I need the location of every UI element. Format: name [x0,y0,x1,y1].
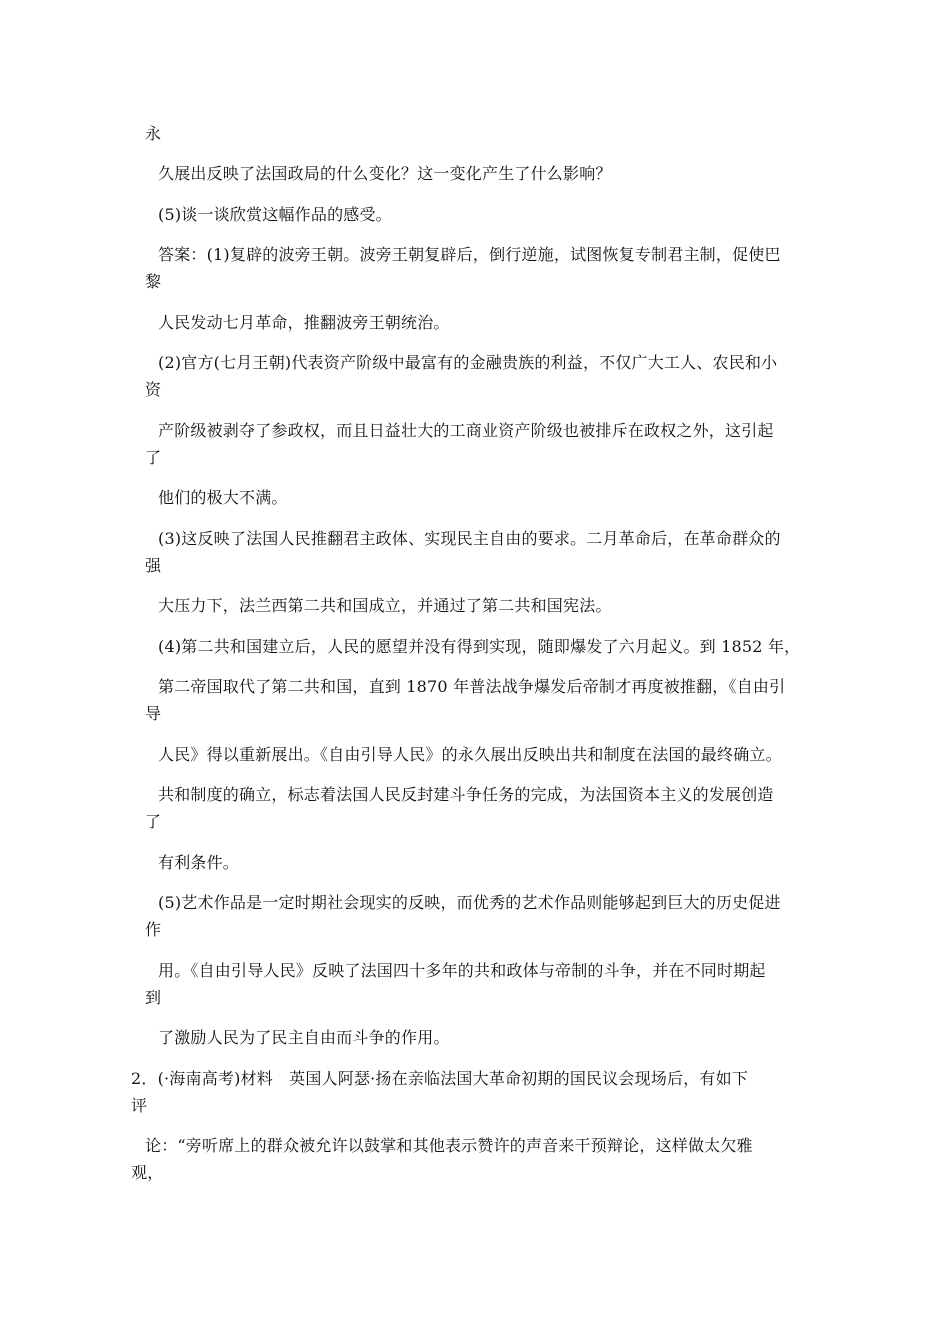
text-line: 共和制度的确立，标志着法国人民反封建斗争任务的完成，为法国资本主义的发展创造 [158,785,774,804]
text-line: 观， [131,1163,164,1182]
text-line: 到 [145,988,162,1007]
text-line: 久展出反映了法国政局的什么变化？这一变化产生了什么影响？ [158,164,612,183]
text-line: (4)第二共和国建立后，人民的愿望并没有得到实现，随即爆发了六月起义。到 1852 年， [158,637,801,656]
text-line: 永 [145,124,162,143]
text-line: 黎 [145,272,162,291]
text-line: 导 [145,704,162,723]
text-line: 了 [145,448,162,467]
text-line: 大压力下，法兰西第二共和国成立，并通过了第二共和国宪法。 [158,596,612,615]
text-line: 评 [131,1096,148,1115]
text-line: (2)官方(七月王朝)代表资产阶级中最富有的金融贵族的利益，不仅广大工人、农民和小 [158,353,778,372]
text-line: 了激励人民为了民主自由而斗争的作用。 [158,1028,450,1047]
text-line: 产阶级被剥夺了参政权，而且日益壮大的工商业资产阶级也被排斥在政权之外，这引起 [158,421,774,440]
text-line: (3)这反映了法国人民推翻君主政体、实现民主自由的要求。二月革命后，在革命群众的 [158,529,781,548]
question-heading: 2．(·海南高考)材料 英国人阿瑟·扬在亲临法国大革命初期的国民议会现场后，有如下 [131,1069,749,1088]
text-line: 作 [145,920,162,939]
text-line: (5)谈一谈欣赏这幅作品的感受。 [158,205,392,224]
text-line: 论：“旁听席上的群众被允许以鼓掌和其他表示赞许的声音来干预辩论，这样做太欠雅 [145,1136,753,1155]
text-line: 答案：(1)复辟的波旁王朝。波旁王朝复辟后，倒行逆施，试图恢复专制君主制，促使巴 [158,245,781,264]
text-line: 用。《自由引导人民》反映了法国四十多年的共和政体与帝制的斗争，并在不同时期起 [158,961,766,980]
text-line: 人民发动七月革命，推翻波旁王朝统治。 [158,313,450,332]
text-line: 资 [145,380,162,399]
text-line: 了 [145,812,162,831]
text-line: 他们的极大不满。 [158,488,288,507]
text-line: (5)艺术作品是一定时期社会现实的反映，而优秀的艺术作品则能够起到巨大的历史促进 [158,893,781,912]
text-line: 第二帝国取代了第二共和国，直到 1870 年普法战争爆发后帝制才再度被推翻，《自由引 [158,677,786,696]
text-line: 有利条件。 [158,853,240,872]
text-line: 人民》得以重新展出。《自由引导人民》的永久展出反映出共和制度在法国的最终确立。 [158,745,782,764]
text-line: 强 [145,556,162,575]
